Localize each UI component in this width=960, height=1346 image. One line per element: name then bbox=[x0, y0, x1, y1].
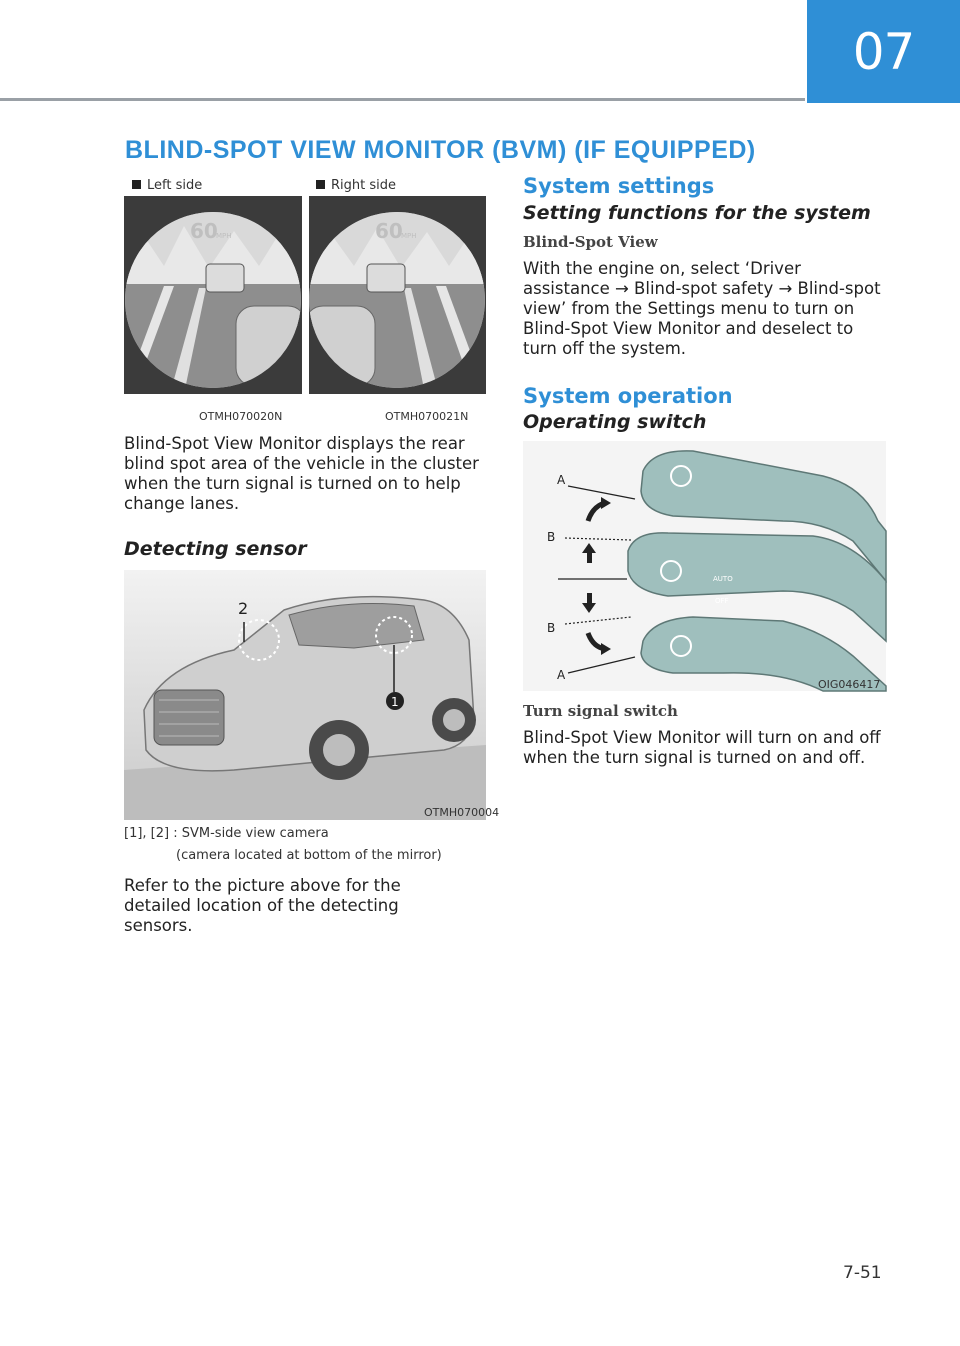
square-bullet-icon bbox=[316, 180, 325, 189]
sensor-label-2: 2 bbox=[238, 599, 249, 618]
blind-spot-view-heading: Blind-Spot View bbox=[523, 233, 658, 251]
sensor-label-1: 1 bbox=[391, 695, 399, 709]
system-operation-heading: System operation bbox=[523, 384, 733, 408]
left-side-view-image bbox=[124, 196, 302, 394]
settings-paragraph: With the engine on, select ‘Driver assistance → Blind-spot safety → Blind-spot view’ from the Settings menu to turn on Blind-Spot View Monitor and deselect to turn off the system. bbox=[523, 259, 881, 358]
left-view-figure-code: OTMH070020N bbox=[199, 410, 283, 423]
position-label-a-bottom: A bbox=[557, 668, 566, 682]
setting-functions-subheading: Setting functions for the system bbox=[523, 202, 871, 224]
switch-figure-code: OIG046417 bbox=[818, 678, 881, 691]
detecting-sensor-heading: Detecting sensor bbox=[124, 538, 307, 560]
vehicle-sensor-image bbox=[124, 570, 500, 820]
vehicle-figure-code: OTMH070004 bbox=[424, 806, 500, 819]
off-label: OFF bbox=[715, 597, 729, 605]
position-label-b-top: B bbox=[547, 530, 556, 544]
turn-signal-switch-heading: Turn signal switch bbox=[523, 702, 678, 720]
right-side-label bbox=[316, 178, 396, 193]
page-number: 7-51 bbox=[843, 1263, 882, 1283]
intro-paragraph: Blind-Spot View Monitor displays the rear blind spot area of the vehicle in the cluster when the turn signal is turned on to help change lanes. bbox=[124, 434, 479, 513]
right-view-figure-code: OTMH070021N bbox=[385, 410, 469, 423]
left-side-label bbox=[132, 178, 202, 193]
sensor-caption-line2: (camera located at bottom of the mirror) bbox=[176, 848, 442, 863]
position-label-a-top: A bbox=[557, 473, 566, 487]
left-side-label-text: Left side bbox=[147, 178, 203, 193]
header-divider bbox=[0, 98, 805, 101]
turn-signal-switch-image bbox=[523, 441, 886, 691]
speed-unit: MPH bbox=[216, 232, 232, 240]
auto-label: AUTO bbox=[713, 575, 733, 583]
right-side-view-image bbox=[309, 196, 486, 394]
speed-value: 60 bbox=[190, 219, 218, 243]
chapter-tab: 07 bbox=[807, 0, 960, 103]
square-bullet-icon bbox=[132, 180, 141, 189]
speed-value: 60 bbox=[375, 219, 403, 243]
sensor-caption-line1: [1], [2] : SVM-side view camera bbox=[124, 826, 329, 841]
refer-paragraph: Refer to the picture above for the detailed location of the detecting sensors. bbox=[124, 876, 401, 935]
right-side-label-text: Right side bbox=[331, 178, 396, 193]
turn-signal-paragraph: Blind-Spot View Monitor will turn on and off when the turn signal is turned on and off. bbox=[523, 728, 881, 767]
system-settings-heading: System settings bbox=[523, 174, 715, 198]
speed-unit: MPH bbox=[401, 232, 417, 240]
section-title: BLIND-SPOT VIEW MONITOR (BVM) (IF EQUIPPED) bbox=[125, 136, 756, 164]
operating-switch-subheading: Operating switch bbox=[523, 411, 707, 433]
position-label-b-bottom: B bbox=[547, 621, 556, 635]
